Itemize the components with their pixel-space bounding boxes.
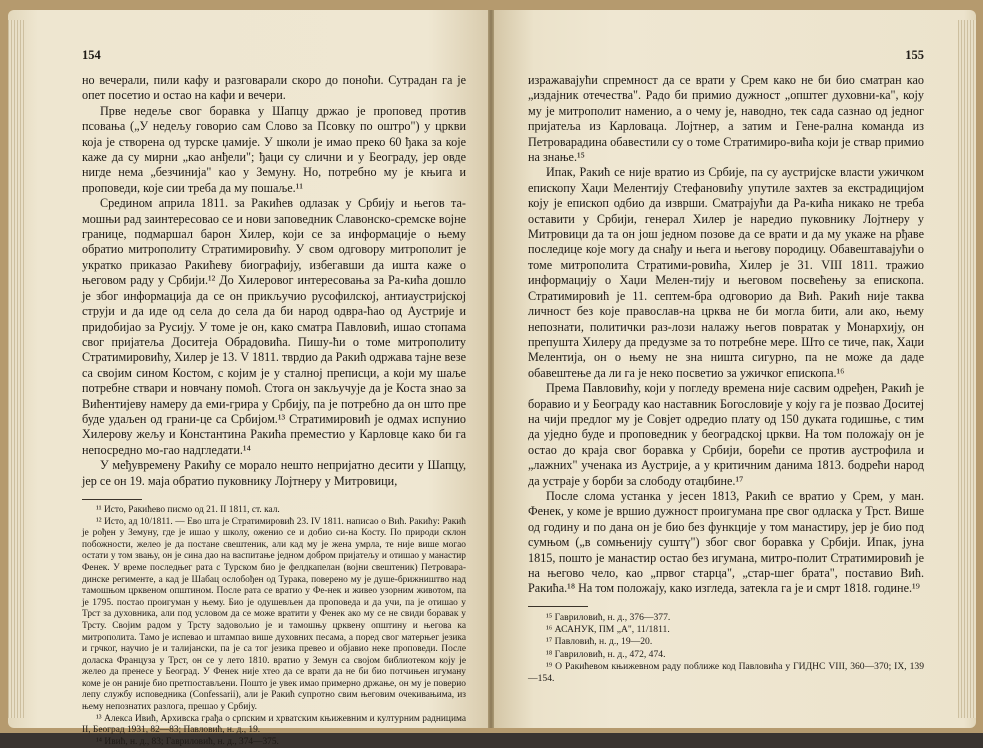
footnote-rule (82, 499, 142, 500)
paragraph: Средином априла 1811. за Ракићев одлазак у Србију и његов та-мошњи рад заинтересовао се и нови заповедник Славонско-сремске војне границе, подмаршал барон Хилер, који се за информације о њему обратио митрополиту Стратимировићу. У свом одговору митрополит је укратко приказао Ракићеву биографију, избегавши да ишта каже о његовом раду у Србији.¹² До Хилеровог интересовања за Ра-кића дошло је због информација да се он прикључио русофилској, антиаустријској струји и да иде од села до села да би народ одвра-ћао од Аустрије и придобијао за Русију. У томе је он, како сматра Павловић, ишао стопама свог пријатеља Доситеја Обрадовића. Пишу-ћи о томе митрополиту Стратимировићу, Хилер је 13. V 1811. тврдио да Ракић одржава тајне везе са својим сином Костом, с којим је у сталној преписци, а који му шаље потребне ствари и новчану помоћ. Стога он закључује да је Коста знао за Вићентијеву намеру да еми-грира у Србију, па је потребно да он што пре буде удаљен од грани-це са Србијом.¹³ Стратимировић је одмах испунио Хилерову жељу и Константина Ракића преместио у Карловце како би га непосредно мо-гао надгледати.¹⁴ (82, 196, 466, 457)
paragraph: изражавајући спремност да се врати у Срем како не би био сматран као „издајник отечества". Радо би примио дужност „општег духовни-ка", коју му је митрополит наменио, а о чему је, наводно, тек сада сазнао од једног пријатеља из Карловаца. Лојтнер, а затим и Гене-рална команда из Петроварадина обавестили су о томе Стратимиро-вића који је ствар примио на знање.¹⁵ (528, 73, 924, 165)
footnote: ¹⁴ Ивић, н. д., 83; Гавриловић, н. д., 374—375. (96, 736, 279, 747)
right-body-text (528, 73, 924, 597)
footnote-rule (528, 606, 588, 607)
paragraph: Прве недеље свог боравка у Шапцу држао је проповед против псовања („У недељу говорио сам Слово за Псовку по оштро") у цркви која је створена од турске џамије. У школи је имао преко 60 ђака за које каже да су мирни „као анђели"; ђаци су слични и у Београду, јер овде нигде нема „безчинија" као у Земуну. Но, потребно му је књига и проповеди, које сии треба да му пошаље.¹¹ (82, 103, 466, 195)
left-page (8, 10, 488, 747)
paragraph: Ипак, Ракић се није вратио из Србије, па су аустријске власти ужичком епископу Хаџи Мелентију Стефановићу упутиле захтев за екстрадицијом коју је епископ одбио да изврши. Сматрајући да Ра-кића никако не треба оставити у Србији, генерал Хилер је наредио пуковнику Лојтнеру у Митровици да та он још једном позове да се врати и да му укаже на рђаве последице које могу да снађу и њега и његову породицу. Обавештавајући о томе митрополита Стратими-ровића, Хилер је 31. VIII 1811. тражио информацију о Хаџи Мелен-тију и његовом посвећењу за епископа. Стратимировић је 11. септем-бра одговорио да Вић. Ракић није таква личност без које православ-на црква не би могла бити, али ако, њему непознати, политички раз-лози налажу његов повратак у Монархију, он препушта Хилеру да предузме за то потребне мере. Што се тиче, пак, Хаџи Мелентија, он о њему не зна ништа сигурно, па не може да даде обавештење да ли га је неко посветио за ужичког епископа.¹⁶ (528, 165, 924, 380)
page-edges (958, 20, 976, 718)
page-number-left: 154 (82, 48, 101, 62)
left-body-text (82, 73, 466, 489)
footnote: ¹² Исто, ад 10/1811. — Ево шта је Стратимировић 23. IV 1811. написао о Вић. Ракићу: Ракић је рођен у Земуну, где је ишао у школу, оженио се и добио си-на Косту. По природи склон побожности, желео је да постане свештеник, али кад му је жена умрла, те није више могао остати у том звању, он је сина дао на васпитање једном добром пријатељу и отишао у манастир Фенек. У време последњег рата с Турском био је фелдкапелан (војни свештеник) Петроварa-динске регименте, а кад је Шабац ослобођен од Турака, поверено му је душе-брижништво над тамошњом црквеном општином. После рата се вратио у Фе-нек и живео узорним животом, па је 1795. постао проигуман у њему. Био је одушевљен да проповеда и да учи, па је отишао у Трст за духовника, али под условом да се може вратити у Фенек ако му се не свиди боравак у Трсту. Својим радом у Трсту задовољио је и тамошњу црквену општину и његова ка митрополита. Тамо је испевао и штампао више духовних песама, а поред свог матерњег језика и грчког, научио је и талијански, па је са тог језика превео и објавио неке проповеди. После доласка Француза у Трст, он се у лето 1810. вратио у Земун са својом библиотеком коју је желео да пренесе у Београд. У Фенек није хтео да се врати да не би био потчињен игуману коме је он раније био претпостављени. Пошто је увек имао примерно држање, он му је поверио лепу службу исповедника (Confessarii), али је Ракић супротно свим његовим очекивањима, из њему непознатих разлога, прешао у Србију. (82, 516, 466, 713)
footnote: ¹⁷ Павловић, н. д., 19—20. (546, 636, 653, 648)
paragraph: Према Павловићу, који у погледу времена није сасвим одређен, Ракић је боравио и у Београду као наставник Богословије у коју га је позвао Доситеј на чији предлог му је Совјет одредио плату од 150 дуката годишње, с тим да уједно буде и проповедник у београдској цркви. На том положају он је остао до краја свог боравка у Србији, борећи се против аустрофила и „лажних" ученака из Аустрије, а у критичним данима 1813. бодрећи народ да устраје у борби за слободу отаџбине.¹⁷ (528, 381, 924, 488)
page-edges (8, 20, 26, 718)
footnote: ¹¹ Исто, Ракићево писмо од 21. II 1811, ст. кал. (96, 504, 280, 515)
left-footnotes (82, 505, 466, 748)
right-footnotes (528, 596, 924, 685)
right-page (494, 10, 976, 728)
footnote: ¹⁸ Гавриловић, н. д., 472, 474. (546, 648, 666, 660)
paragraph: У међувремену Ракићу се морало нешто непријатно десити у Шапцу, јер се он 19. маја обратио пуковнику Лојтнеру у Митровици, (82, 458, 466, 488)
paragraph: но вечерали, пили кафу и разговарали скоро до поноћи. Сутрадан га је опет посетио и остао на кафи и вечери. (82, 73, 466, 103)
footnote: ¹⁹ О Ракићевом књижевном раду поближе код Павловића у ГИДНС VIII, 360—370; IX, 139—154. (528, 660, 924, 685)
footnote: ¹³ Алекса Ивић, Архивска грађа о српским и хрватским књижевним и културним радницима II, Београд 1931, 82—83; Павловић, н. д., 19. (82, 713, 466, 736)
page-number-right: 155 (905, 48, 924, 62)
paragraph: После слома устанка у јесен 1813, Ракић се вратио у Срем, у ман. Фенек, у коме је вршио дужност проигумана пре свог одласка у Трст. Више од годину и по дана он је био без функције у том манастиру, јер је био под сумњом („в сомњенију суштү") због свог боравка у Србији. Ипак, јуна 1815, пошто је манастир остао без игумана, митро-полит Стратимировић је на његово чело, као „првог старца", „стар-шег брата", поставио Вић. Ракића.¹⁸ На том положају, како изгледа, затекла га је и смрт 1818. године.¹⁹ (528, 488, 924, 596)
footnote: ¹⁶ АСАНУК, ПМ „А", 11/1811. (546, 624, 670, 636)
footnote: ¹⁵ Гавриловић, н. д., 376—377. (546, 612, 671, 623)
